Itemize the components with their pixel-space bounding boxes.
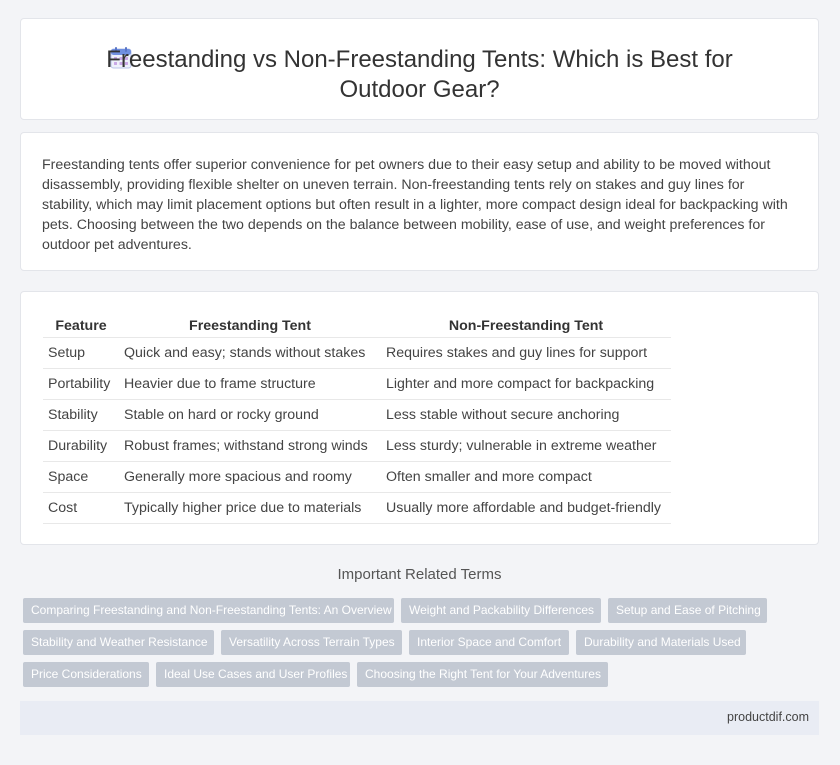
header-feature: Feature xyxy=(43,316,119,338)
cell-non-freestanding: Often smaller and more compact xyxy=(381,462,671,493)
cell-non-freestanding: Requires stakes and guy lines for support xyxy=(381,338,671,369)
cell-feature: Cost xyxy=(43,493,119,524)
cell-freestanding: Stable on hard or rocky ground xyxy=(119,400,381,431)
tag-price[interactable]: Price Considerations xyxy=(23,662,149,687)
tag-setup-pitching[interactable]: Setup and Ease of Pitching xyxy=(608,598,767,623)
table-row xyxy=(43,493,671,524)
cell-non-freestanding: Lighter and more compact for backpacking xyxy=(381,369,671,400)
intro-paragraph: Freestanding tents offer superior convenience for pet owners due to their easy setup and ability to be moved without disassembly, providing flexible shelter on uneven terrain. Non-freestanding tents rely on stakes and guy lines for stability, which may limit placement options but often result in a lighter, more compact design ideal for backpacking with pets. Choosing between the two depends on the balance between mobility, ease of use, and weight preferences for outdoor pet adventures. xyxy=(42,157,788,253)
tag-stability-weather[interactable]: Stability and Weather Resistance xyxy=(23,630,214,655)
table-row xyxy=(43,462,671,493)
title-card xyxy=(20,18,819,120)
cell-feature: Durability xyxy=(43,431,119,462)
cell-non-freestanding: Less stable without secure anchoring xyxy=(381,400,671,431)
tag-choosing-tent[interactable]: Choosing the Right Tent for Your Adventures xyxy=(357,662,608,687)
tag-durability-materials[interactable]: Durability and Materials Used xyxy=(576,630,746,655)
tag-interior-space[interactable]: Interior Space and Comfort xyxy=(409,630,569,655)
cell-feature: Portability xyxy=(43,369,119,400)
cell-non-freestanding: Less sturdy; vulnerable in extreme weather xyxy=(381,431,671,462)
tag-overview[interactable]: Comparing Freestanding and Non-Freestanding Tents: An Overview xyxy=(23,598,394,623)
tag-versatility-terrain[interactable]: Versatility Across Terrain Types xyxy=(221,630,402,655)
table-row xyxy=(43,431,671,462)
header-non-freestanding: Non-Freestanding Tent xyxy=(381,316,671,338)
table-row xyxy=(43,338,671,369)
table-row xyxy=(43,400,671,431)
cell-freestanding: Quick and easy; stands without stakes xyxy=(119,338,381,369)
cell-feature: Space xyxy=(43,462,119,493)
tag-weight-packability[interactable]: Weight and Packability Differences xyxy=(401,598,601,623)
tag-use-cases[interactable]: Ideal Use Cases and User Profiles xyxy=(156,662,350,687)
cell-non-freestanding: Usually more affordable and budget-friendly xyxy=(381,493,671,524)
intro-card xyxy=(20,132,819,271)
cell-freestanding: Heavier due to frame structure xyxy=(119,369,381,400)
header-freestanding: Freestanding Tent xyxy=(119,316,381,338)
table-row xyxy=(43,369,671,400)
cell-feature: Stability xyxy=(43,400,119,431)
cell-freestanding: Generally more spacious and roomy xyxy=(119,462,381,493)
related-terms-heading: Important Related Terms xyxy=(337,566,502,583)
comparison-table xyxy=(43,316,671,524)
site-name[interactable]: productdif.com xyxy=(727,710,809,724)
comparison-card xyxy=(20,291,819,545)
cell-freestanding: Robust frames; withstand strong winds xyxy=(119,431,381,462)
cell-feature: Setup xyxy=(43,338,119,369)
table-header-row xyxy=(43,316,671,338)
cell-freestanding: Typically higher price due to materials xyxy=(119,493,381,524)
page-title: Freestanding vs Non-Freestanding Tents: Which is Best for Outdoor Gear? xyxy=(106,46,733,103)
footer xyxy=(20,701,819,735)
